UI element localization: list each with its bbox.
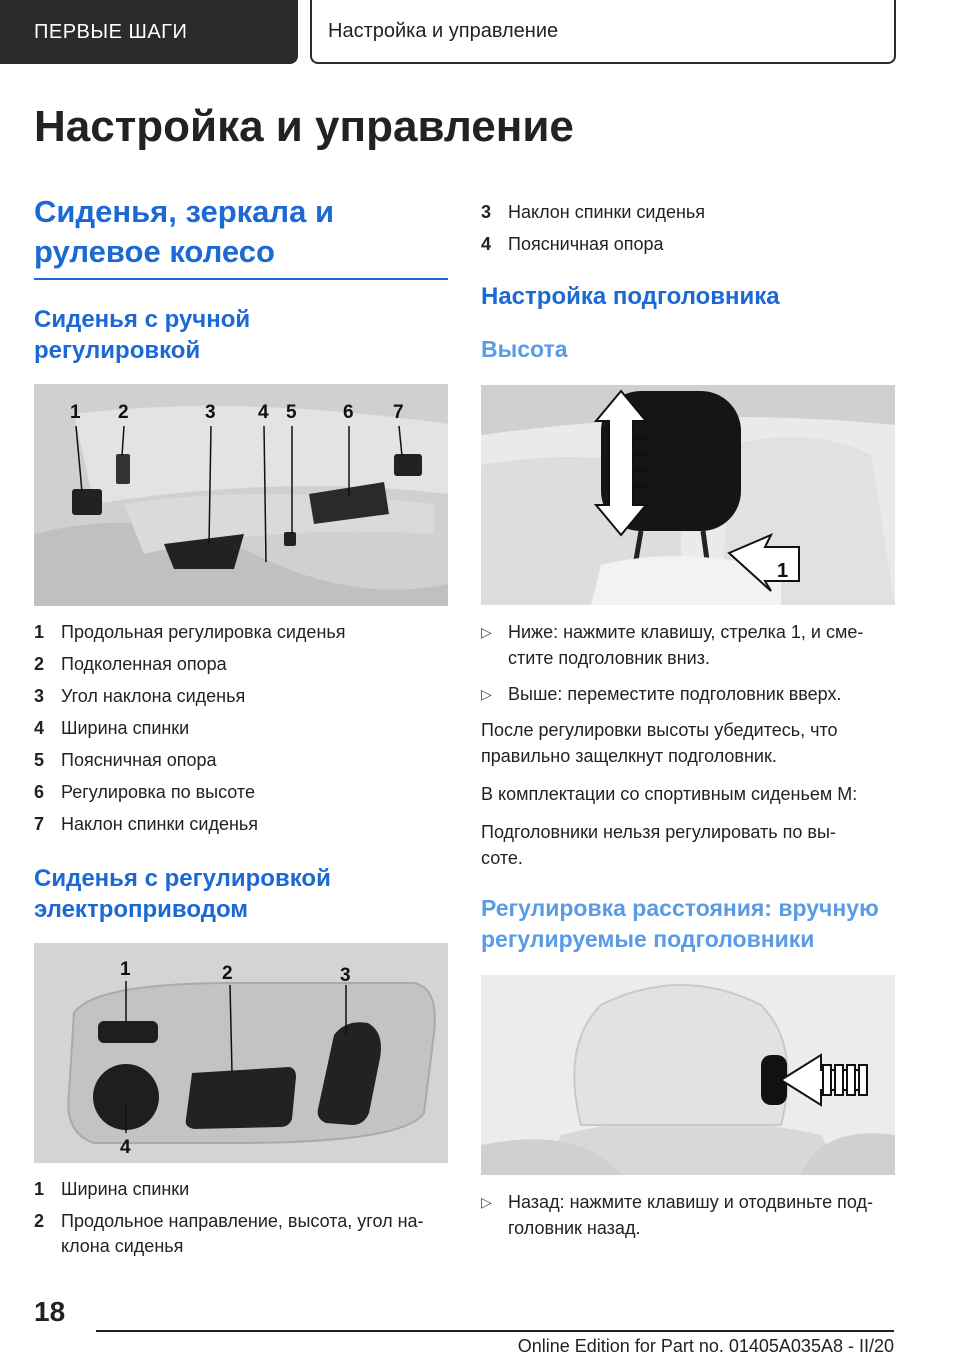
distance-bullets [481, 1189, 895, 1241]
distance-subtitle: Регулировка расстояния: вручную регулируемые подголовники [481, 895, 879, 952]
manual-seats-title: Сиденья с ручной регулировкой [34, 306, 251, 364]
header-chapter-label: Настройка и управление [328, 19, 559, 42]
electric-callout-3: 3 [340, 965, 351, 986]
item-number: 5 [34, 750, 45, 770]
paragraph: После регулировки высоты убедитесь, что правильно защелкнут подголовник. [481, 720, 838, 766]
headrest-distance-image [481, 975, 895, 1175]
bullet-text: Назад: нажмите клавишу и отодвиньте под-головник назад. [508, 1192, 873, 1238]
manual-callout-7: 7 [393, 402, 404, 423]
list-item [481, 1189, 895, 1241]
item-text: Продольное направление, высота, угол на-клона сиденья [61, 1211, 424, 1256]
list-item [34, 1177, 448, 1202]
continued-legend [481, 200, 895, 257]
item-text: Ширина спинки [61, 718, 190, 738]
footer-edition: Online Edition for Part no. 01405A035A8 - II/20 [517, 1336, 894, 1356]
manual-callout-3: 3 [205, 402, 216, 423]
headrest-callout-1: 1 [777, 560, 789, 582]
headrest-distance-illustration [481, 975, 895, 1175]
manual-seat-legend [34, 620, 448, 837]
manual-callout-5: 5 [286, 402, 297, 423]
list-item [34, 1209, 448, 1259]
page-number: 18 [34, 1296, 66, 1327]
item-number: 7 [34, 814, 45, 834]
list-item [481, 232, 895, 257]
item-number: 2 [34, 654, 45, 674]
item-number: 3 [34, 686, 45, 706]
manual-callout-2: 2 [118, 402, 129, 423]
list-item [481, 619, 895, 671]
item-number: 4 [34, 718, 45, 738]
height-bullets [481, 619, 895, 707]
manual-callout-6: 6 [343, 402, 354, 423]
item-number: 4 [481, 234, 492, 254]
item-number: 6 [34, 782, 45, 802]
list-item [481, 200, 895, 225]
list-item [34, 716, 448, 741]
triangle-right-icon: ▷ [481, 624, 492, 640]
footer-divider [96, 1330, 894, 1332]
item-text: Угол наклона сиденья [61, 686, 246, 706]
item-text: Подколенная опора [61, 654, 227, 674]
item-text: Поясничная опора [61, 750, 217, 770]
paragraph: В комплектации со спортивным сиденьем M: [481, 784, 858, 804]
electric-callout-4: 4 [120, 1137, 131, 1158]
left-column [34, 192, 448, 1266]
item-text: Наклон спинки сиденья [61, 814, 259, 834]
height-subtitle: Высота [481, 336, 568, 362]
item-text: Поясничная опора [508, 234, 664, 254]
item-text: Регулировка по высоте [61, 782, 255, 802]
electric-seat-image [34, 943, 448, 1163]
electric-callout-2: 2 [222, 963, 233, 984]
electric-callout-1: 1 [120, 959, 131, 980]
headrest-height-image [481, 385, 895, 605]
list-item [34, 780, 448, 805]
header-chapter-tab [310, 0, 896, 64]
list-item [34, 684, 448, 709]
list-item [34, 620, 448, 645]
section-title: Сиденья, зеркала и рулевое колесо [34, 194, 334, 269]
electric-seat-illustration [34, 943, 448, 1163]
item-number: 1 [34, 1179, 45, 1199]
list-item [481, 681, 895, 707]
triangle-right-icon: ▷ [481, 686, 492, 702]
item-text: Продольная регулировка сиденья [61, 622, 346, 642]
section-divider [34, 278, 448, 280]
item-text: Наклон спинки сиденья [508, 202, 706, 222]
headrest-title: Настройка подголовника [481, 283, 780, 310]
header-section-label: ПЕРВЫЕ ШАГИ [34, 20, 188, 43]
headrest-height-illustration [481, 385, 895, 605]
header-section-tab [0, 0, 298, 64]
item-text: Ширина спинки [61, 1179, 190, 1199]
item-number: 3 [481, 202, 492, 222]
triangle-right-icon: ▷ [481, 1194, 492, 1210]
bullet-text: Выше: переместите подголовник вверх. [508, 684, 842, 704]
list-item [34, 812, 448, 837]
page-title: Настройка и управление [34, 102, 574, 151]
item-number: 1 [34, 622, 45, 642]
electric-seat-legend [34, 1177, 448, 1259]
manual-callout-1: 1 [70, 402, 81, 423]
manual-seat-image [34, 384, 448, 606]
bullet-text: Ниже: нажмите клавишу, стрелка 1, и сме-стите подголовник вниз. [508, 622, 864, 668]
paragraph: Подголовники нельзя регулировать по вы-соте. [481, 822, 836, 868]
item-number: 2 [34, 1211, 45, 1231]
right-column [481, 192, 895, 1251]
manual-seat-illustration [34, 384, 448, 606]
manual-callout-4: 4 [258, 402, 269, 423]
list-item [34, 652, 448, 677]
electric-seats-title: Сиденья с регулировкой электроприводом [34, 865, 331, 923]
list-item [34, 748, 448, 773]
